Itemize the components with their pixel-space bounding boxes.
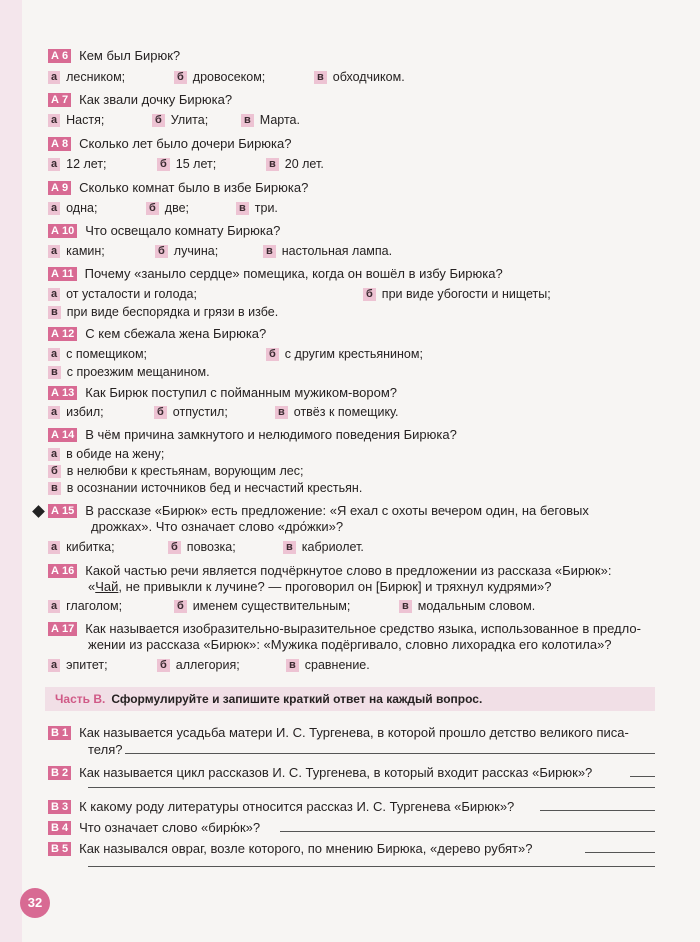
answer-a[interactable]: а лесником; <box>48 69 125 85</box>
answer-a[interactable]: а одна; <box>48 200 97 216</box>
question-text: Кем был Бирюк? <box>79 48 181 63</box>
question-b4: В 4 Что означает слово «бирю́к»? <box>48 819 260 836</box>
question-a6 <box>48 47 180 64</box>
answer-a[interactable]: а Настя; <box>48 112 104 128</box>
answer-c[interactable]: в обходчиком. <box>314 69 405 85</box>
answer-a[interactable]: а камин; <box>48 243 105 259</box>
question-a16-line2: «Чай, не привыкли к лучине? — проговорил он [Бирюк] и тряхнул кудрями»? <box>88 579 552 594</box>
answer-a[interactable]: а от усталости и голода; <box>48 286 197 302</box>
answer-c[interactable]: в настольная лампа. <box>263 243 392 259</box>
answer-b[interactable]: б с другим крестьянином; <box>266 346 423 362</box>
answer-line-b3[interactable] <box>540 810 655 811</box>
answer-a[interactable]: а кибитка; <box>48 539 115 555</box>
answer-b[interactable]: б 15 лет; <box>157 156 216 172</box>
page-number: 32 <box>20 888 50 918</box>
answer-line-b2-extra[interactable] <box>88 787 655 788</box>
page-margin-strip <box>0 0 22 942</box>
question-a14: А 14 В чём причина замкнутого и нелюдимого поведения Бирюка? <box>48 426 457 443</box>
question-a15: А 15 В рассказе «Бирюк» есть предложение: «Я ехал с охоты вечером один, на беговых <box>48 502 589 519</box>
question-a15-line2: дрожках». Что означает слово «дро́жки»? <box>91 519 344 534</box>
part-b-header: Часть В. Сформулируйте и запишите краткий ответ на каждый вопрос. <box>45 687 655 711</box>
answer-a[interactable]: а глаголом; <box>48 598 122 614</box>
answer-line-b1[interactable] <box>125 753 655 754</box>
difficulty-diamond-icon <box>32 505 45 518</box>
answer-b[interactable]: б отпустил; <box>154 404 228 420</box>
answer-c[interactable]: в с проезжим мещанином. <box>48 364 210 380</box>
question-a17-line2: жении из рассказа «Бирюк»: «Мужика подёргивало, словно лихорадка его колотила»? <box>88 637 612 652</box>
question-b5: В 5 Как назывался овраг, возле которого, по мнению Бирюка, «дерево рубят»? <box>48 840 532 857</box>
answer-line-b2[interactable] <box>630 776 655 777</box>
answer-b[interactable]: б повозка; <box>168 539 236 555</box>
question-b3: В 3 К какому роду литературы относится рассказ И. С. Тургенева «Бирюк»? <box>48 798 514 815</box>
answer-a[interactable]: а эпитет; <box>48 657 108 673</box>
question-a16: А 16 Какой частью речи является подчёркнутое слово в предложении из рассказа «Бирюк»: <box>48 562 611 579</box>
question-b1-line2: теля? <box>88 742 123 757</box>
answer-b[interactable]: б при виде убогости и нищеты; <box>363 286 551 302</box>
question-b1: В 1 Как называется усадьба матери И. С. Тургенева, в которой прошло детство великого писа- <box>48 724 629 741</box>
answer-c[interactable]: в три. <box>236 200 278 216</box>
answer-b[interactable]: б аллегория; <box>157 657 240 673</box>
question-a9: А 9 Сколько комнат было в избе Бирюка? <box>48 179 308 196</box>
question-a13: А 13 Как Бирюк поступил с пойманным мужиком-вором? <box>48 384 397 401</box>
answer-a[interactable]: а избил; <box>48 404 104 420</box>
answer-line-b5[interactable] <box>585 852 655 853</box>
answer-b[interactable]: б лучина; <box>155 243 218 259</box>
answer-b[interactable]: б Улита; <box>152 112 208 128</box>
answer-c[interactable]: в при виде беспорядка и грязи в избе. <box>48 304 278 320</box>
answer-a[interactable]: а 12 лет; <box>48 156 107 172</box>
answer-line-b4[interactable] <box>280 831 655 832</box>
answer-c[interactable]: в в осознании источников бед и несчастий крестьян. <box>48 480 362 496</box>
question-a11: А 11 Почему «заныло сердце» помещика, когда он вошёл в избу Бирюка? <box>48 265 503 282</box>
question-a12: А 12 С кем сбежала жена Бирюка? <box>48 325 266 342</box>
answer-c[interactable]: в модальным словом. <box>399 598 535 614</box>
answer-c[interactable]: в Марта. <box>241 112 300 128</box>
answer-b[interactable]: б в нелюбви к крестьянам, ворующим лес; <box>48 463 303 479</box>
question-a17: А 17 Как называется изобразительно-выразительное средство языка, использованное в предло- <box>48 620 641 637</box>
question-a8: А 8 Сколько лет было дочери Бирюка? <box>48 135 291 152</box>
answer-b[interactable]: б дровосеком; <box>174 69 265 85</box>
answer-line-b5-extra[interactable] <box>88 866 655 867</box>
underlined-word: Чай <box>95 579 119 594</box>
answer-c[interactable]: в кабриолет. <box>283 539 364 555</box>
question-tag: А 6 <box>48 49 71 63</box>
answer-a[interactable]: а в обиде на жену; <box>48 446 164 462</box>
question-b2: В 2 Как называется цикл рассказов И. С. Тургенева, в который входит рассказ «Бирюк»? <box>48 764 592 781</box>
answer-b[interactable]: б две; <box>146 200 189 216</box>
answer-c[interactable]: в 20 лет. <box>266 156 324 172</box>
answer-a[interactable]: а с помещиком; <box>48 346 147 362</box>
answer-b[interactable]: б именем существительным; <box>174 598 350 614</box>
question-a10: А 10 Что освещало комнату Бирюка? <box>48 222 280 239</box>
answer-c[interactable]: в отвёз к помещику. <box>275 404 399 420</box>
answer-c[interactable]: в сравнение. <box>286 657 370 673</box>
question-a7: А 7 Как звали дочку Бирюка? <box>48 91 232 108</box>
